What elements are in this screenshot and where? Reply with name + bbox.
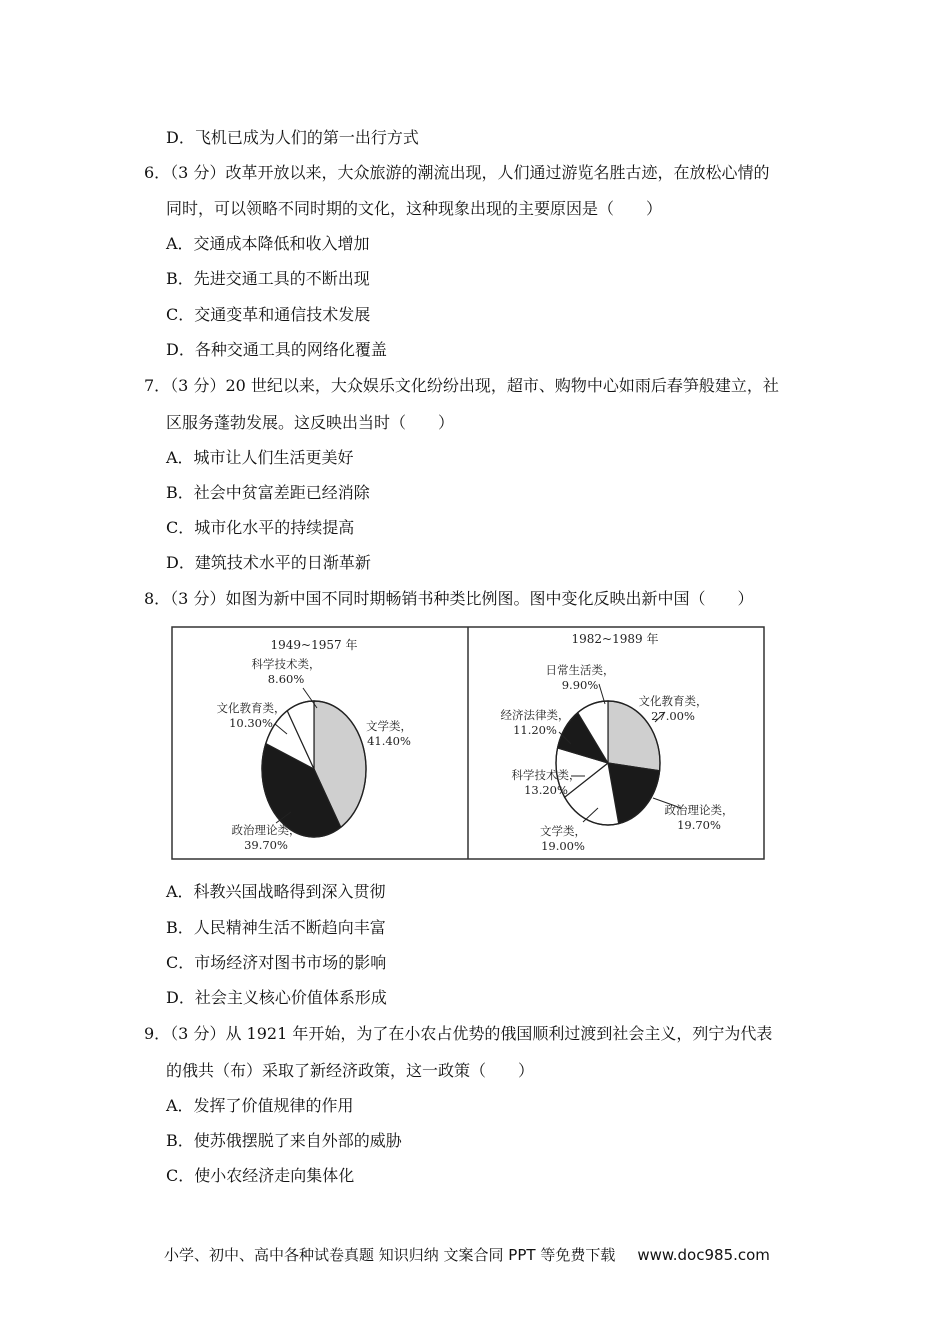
footer-site-link[interactable]: www.doc985.com bbox=[637, 1246, 770, 1264]
chart2-value-4: 13.20% bbox=[524, 783, 568, 797]
q6-stem-line1: 6．（3 分）改革开放以来，大众旅游的潮流出现，人们通过游览名胜古迹，在放松心情的 bbox=[144, 163, 770, 182]
q6-option-a: A．交通成本降低和收入增加 bbox=[166, 234, 370, 253]
chart1-value-1: 41.40% bbox=[367, 734, 411, 748]
q9-option-c: C．使小农经济走向集体化 bbox=[166, 1166, 355, 1185]
q7-stem-line1: 7．（3 分）20 世纪以来，大众娱乐文化纷纷出现，超市、购物中心如雨后春笋般建立，社 bbox=[144, 376, 779, 395]
q7-option-c: C．城市化水平的持续提高 bbox=[166, 518, 355, 537]
q9-option-b: B．使苏俄摆脱了来自外部的威胁 bbox=[166, 1131, 402, 1150]
q8-pie-charts-figure bbox=[171, 626, 765, 860]
chart2-label-4: 科学技术类， bbox=[511, 768, 581, 782]
chart1-title: 1949~1957 年 bbox=[270, 638, 358, 652]
q9-option-a: A．发挥了价值规律的作用 bbox=[166, 1096, 354, 1115]
chart1-label-3: 文化教育类， bbox=[216, 701, 286, 715]
chart2-value-3: 19.00% bbox=[541, 839, 585, 853]
chart1-label-2: 政治理论类， bbox=[231, 823, 301, 837]
chart1-label-1: 文学类， bbox=[366, 719, 412, 733]
footer-text: 小学、初中、高中各种试卷真题 知识归纳 文案合同 PPT 等免费下载 bbox=[164, 1246, 616, 1264]
chart1-value-2: 39.70% bbox=[244, 838, 288, 852]
chart2-value-2: 19.70% bbox=[677, 818, 721, 832]
q8-stem: 8．（3 分）如图为新中国不同时期畅销书种类比例图。图中变化反映出新中国（ ） bbox=[144, 589, 754, 608]
q7-option-d: D．建筑技术水平的日渐革新 bbox=[166, 553, 371, 572]
q7-option-a: A．城市让人们生活更美好 bbox=[166, 448, 354, 467]
q7-stem-line2: 区服务蓬勃发展。这反映出当时（ ） bbox=[166, 413, 455, 432]
chart2-label-2: 政治理论类， bbox=[664, 803, 734, 817]
q5-option-d: D．飞机已成为人们的第一出行方式 bbox=[166, 128, 419, 147]
q8-option-a: A．科教兴国战略得到深入贯彻 bbox=[166, 882, 386, 901]
q6-option-b: B．先进交通工具的不断出现 bbox=[166, 269, 370, 288]
chart2-label-1: 文化教育类， bbox=[638, 694, 708, 708]
chart2-label-3: 文学类， bbox=[540, 824, 586, 838]
q6-option-c: C．交通变革和通信技术发展 bbox=[166, 305, 371, 324]
q6-option-d: D．各种交通工具的网络化覆盖 bbox=[166, 340, 387, 359]
chart2-value-5: 11.20% bbox=[513, 723, 557, 737]
page-footer bbox=[164, 1246, 770, 1264]
q8-option-b: B．人民精神生活不断趋向丰富 bbox=[166, 918, 386, 937]
q9-stem-line2: 的俄共（布）采取了新经济政策，这一政策（ ） bbox=[166, 1061, 535, 1080]
chart1-label-4: 科学技术类， bbox=[251, 657, 321, 671]
q8-option-d: D．社会主义核心价值体系形成 bbox=[166, 988, 387, 1007]
q6-stem-line2: 同时，可以领略不同时期的文化，这种现象出现的主要原因是（ ） bbox=[166, 199, 663, 218]
chart2-label-5: 经济法律类， bbox=[500, 708, 570, 722]
chart1-value-4: 8.60% bbox=[267, 672, 305, 686]
chart1-value-3: 10.30% bbox=[229, 716, 273, 730]
q7-option-b: B．社会中贫富差距已经消除 bbox=[166, 483, 370, 502]
q8-option-c: C．市场经济对图书市场的影响 bbox=[166, 953, 387, 972]
chart2-value-1: 27.00% bbox=[651, 709, 695, 723]
chart2-value-6: 9.90% bbox=[561, 678, 599, 692]
q9-stem-line1: 9．（3 分）从 1921 年开始，为了在小农占优势的俄国顺利过渡到社会主义，列宁为代表 bbox=[144, 1024, 773, 1043]
chart2-title: 1982~1989 年 bbox=[571, 632, 659, 646]
chart2-label-6: 日常生活类， bbox=[545, 663, 615, 677]
